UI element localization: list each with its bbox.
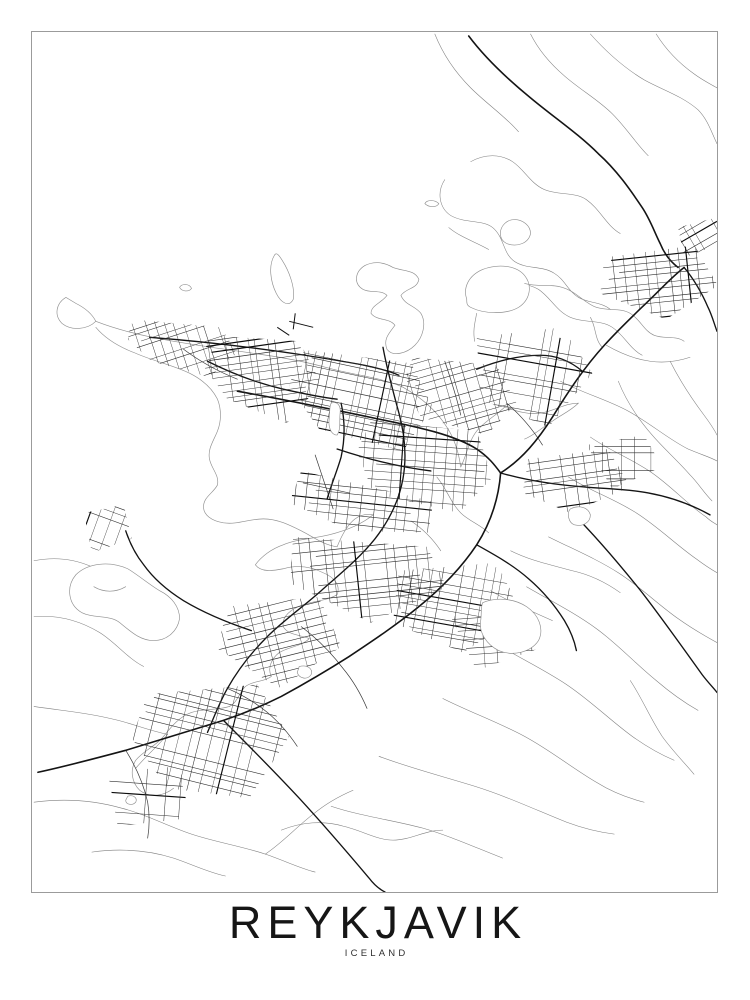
lake-layer (126, 403, 591, 805)
poster-subtitle: ICELAND (344, 948, 409, 959)
map-canvas (31, 31, 718, 893)
poster-title: REYKJAVIK (228, 897, 528, 948)
trail-layer (34, 34, 717, 876)
harbor-detail-layer (277, 313, 313, 335)
reykjavik-street-map (32, 32, 717, 892)
